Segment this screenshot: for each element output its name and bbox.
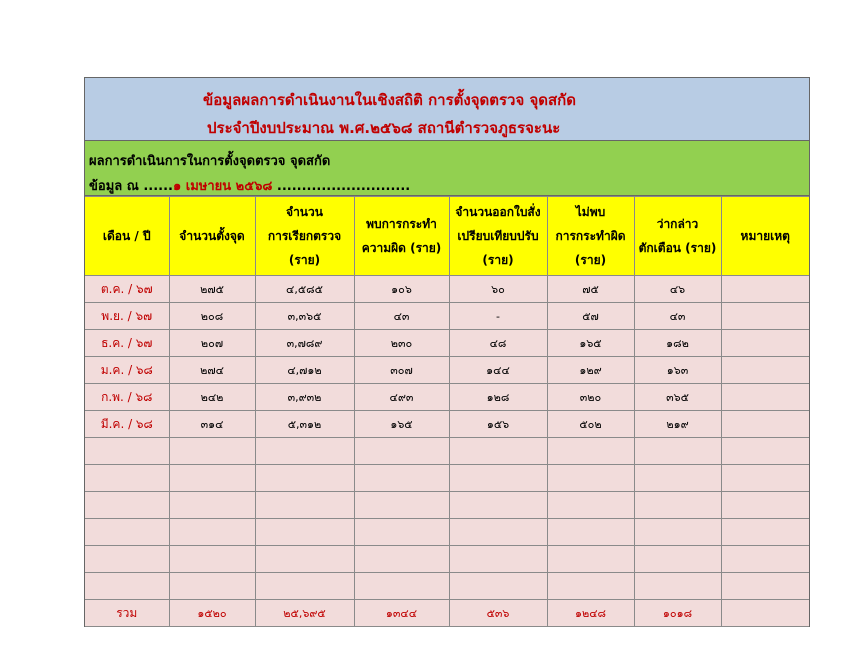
column-header bbox=[354, 197, 449, 276]
table-cell bbox=[634, 438, 721, 465]
table-cell bbox=[169, 546, 255, 573]
table-cell bbox=[721, 519, 809, 546]
report-subtitle: ประจำปีงบประมาณ พ.ศ.๒๕๖๘ สถานีตำรวจภูธรจะนะ bbox=[207, 119, 561, 137]
table-cell: ๒๕,๖๙๕ bbox=[255, 600, 354, 627]
table-row bbox=[85, 411, 809, 438]
total-label: รวม bbox=[85, 600, 169, 627]
table-row bbox=[85, 465, 809, 492]
table-cell bbox=[721, 546, 809, 573]
table-cell: ๓๑๔ bbox=[169, 411, 255, 438]
info-heading: ผลการดำเนินการในการตั้งจุดตรวจ จุดสกัด bbox=[89, 154, 331, 169]
column-header-line: จำนวนออกใบสั่ง bbox=[455, 205, 541, 219]
table-cell bbox=[547, 465, 634, 492]
table-cell: ๑๕๒๐ bbox=[169, 600, 255, 627]
table-cell: ๒๓๐ bbox=[354, 330, 449, 357]
column-header-line: ว่ากล่าว bbox=[656, 217, 699, 231]
column-header bbox=[721, 197, 809, 276]
month-cell bbox=[85, 438, 169, 465]
table-cell: ๑๕๖ bbox=[449, 411, 547, 438]
table-cell bbox=[169, 465, 255, 492]
table-cell bbox=[634, 465, 721, 492]
table-cell: ๕๐๒ bbox=[547, 411, 634, 438]
table-cell bbox=[354, 519, 449, 546]
table-cell bbox=[255, 465, 354, 492]
table-cell: ๑๐๑๘ bbox=[634, 600, 721, 627]
table-cell: ๒๗๕ bbox=[169, 276, 255, 303]
month-cell bbox=[85, 573, 169, 600]
table-cell: ๔,๗๑๒ bbox=[255, 357, 354, 384]
table-cell: ๒๗๔ bbox=[169, 357, 255, 384]
column-header bbox=[169, 197, 255, 276]
column-header bbox=[255, 197, 354, 276]
table-row bbox=[85, 276, 809, 303]
table-cell: ๑๐๖ bbox=[354, 276, 449, 303]
month-cell bbox=[85, 465, 169, 492]
table-row bbox=[85, 546, 809, 573]
table-cell bbox=[721, 357, 809, 384]
table-row bbox=[85, 330, 809, 357]
table-cell bbox=[354, 438, 449, 465]
table-cell bbox=[449, 519, 547, 546]
table-cell: ๕๓๖ bbox=[449, 600, 547, 627]
month-cell bbox=[85, 519, 169, 546]
table-cell: - bbox=[449, 303, 547, 330]
table-cell bbox=[634, 573, 721, 600]
table-cell bbox=[634, 492, 721, 519]
column-header-line: พบการกระทำ bbox=[366, 217, 437, 231]
info-date-suffix: ........................... bbox=[272, 179, 411, 194]
table-cell: ๑๖๓ bbox=[634, 357, 721, 384]
column-header bbox=[449, 197, 547, 276]
table-cell bbox=[255, 546, 354, 573]
column-header-line: การกระทำผิด bbox=[555, 229, 626, 243]
table-cell bbox=[169, 573, 255, 600]
column-header-line: ความผิด (ราย) bbox=[361, 241, 442, 255]
info-date-prefix: ข้อมูล ณ ...... bbox=[89, 179, 173, 194]
table-cell bbox=[255, 519, 354, 546]
table-cell bbox=[547, 492, 634, 519]
table-cell bbox=[721, 303, 809, 330]
table-cell bbox=[721, 411, 809, 438]
column-header-line: ตักเตือน (ราย) bbox=[638, 241, 717, 255]
table-cell bbox=[354, 492, 449, 519]
column-header-line: จำนวนตั้งจุด bbox=[179, 229, 245, 243]
table-cell: ๓,๓๖๕ bbox=[255, 303, 354, 330]
table-row bbox=[85, 303, 809, 330]
column-header-line: ไม่พบ bbox=[575, 205, 606, 219]
table-cell bbox=[169, 438, 255, 465]
table-cell: ๑๒๘ bbox=[449, 384, 547, 411]
month-cell bbox=[85, 546, 169, 573]
month-cell: ธ.ค. / ๖๗ bbox=[85, 330, 169, 357]
month-cell: มี.ค. / ๖๘ bbox=[85, 411, 169, 438]
table-cell: ๓๒๐ bbox=[547, 384, 634, 411]
month-cell: ม.ค. / ๖๘ bbox=[85, 357, 169, 384]
column-header bbox=[85, 197, 169, 276]
column-header-line: การเรียกตรวจ bbox=[267, 229, 342, 243]
table-cell: ๓,๗๘๙ bbox=[255, 330, 354, 357]
column-header bbox=[634, 197, 721, 276]
table-cell: ๑๘๒ bbox=[634, 330, 721, 357]
table-cell: ๒๔๒ bbox=[169, 384, 255, 411]
table-cell: ๔๙๓ bbox=[354, 384, 449, 411]
table-row bbox=[85, 492, 809, 519]
table-cell: ๖๐ bbox=[449, 276, 547, 303]
table-cell bbox=[449, 465, 547, 492]
table-cell: ๑๖๕ bbox=[547, 330, 634, 357]
month-cell: พ.ย. / ๖๗ bbox=[85, 303, 169, 330]
table-cell bbox=[721, 600, 809, 627]
table-cell: ๗๕ bbox=[547, 276, 634, 303]
table-cell bbox=[547, 573, 634, 600]
table-cell bbox=[255, 573, 354, 600]
table-cell: ๑๒๙ bbox=[547, 357, 634, 384]
table-cell bbox=[354, 465, 449, 492]
column-header-line: (ราย) bbox=[288, 253, 321, 267]
table-cell bbox=[547, 519, 634, 546]
column-header-line: เดือน / ปี bbox=[102, 229, 151, 243]
table-row bbox=[85, 519, 809, 546]
info-block bbox=[85, 141, 809, 196]
table-cell: ๓,๙๓๒ bbox=[255, 384, 354, 411]
table-cell bbox=[354, 546, 449, 573]
column-header-line: จำนวน bbox=[286, 205, 323, 219]
table-cell bbox=[449, 573, 547, 600]
table-cell: ๒๐๗ bbox=[169, 330, 255, 357]
table-cell: ๔๘ bbox=[449, 330, 547, 357]
table-cell: ๕๗ bbox=[547, 303, 634, 330]
table-cell: ๓๐๗ bbox=[354, 357, 449, 384]
table-cell bbox=[255, 438, 354, 465]
table-cell bbox=[634, 519, 721, 546]
table-cell bbox=[547, 438, 634, 465]
report-sheet bbox=[84, 77, 810, 627]
table-cell bbox=[169, 519, 255, 546]
report-title: ข้อมูลผลการดำเนินงานในเชิงสถิติ การตั้งจุดตรวจ จุดสกัด bbox=[203, 91, 576, 109]
column-header-line: (ราย) bbox=[574, 253, 607, 267]
table-cell: ๔๓ bbox=[634, 303, 721, 330]
table-cell bbox=[354, 573, 449, 600]
title-block bbox=[85, 78, 809, 141]
column-header bbox=[547, 197, 634, 276]
table-cell: ๑๔๔ bbox=[449, 357, 547, 384]
table-cell: ๔๖ bbox=[634, 276, 721, 303]
table-cell bbox=[449, 546, 547, 573]
info-date-line bbox=[89, 175, 410, 196]
column-header-line: หมายเหตุ bbox=[740, 229, 790, 243]
table-cell bbox=[547, 546, 634, 573]
total-row bbox=[85, 600, 809, 627]
table-cell bbox=[721, 573, 809, 600]
table-cell bbox=[634, 546, 721, 573]
table-cell: ๑๓๔๔ bbox=[354, 600, 449, 627]
table-cell: ๑๖๕ bbox=[354, 411, 449, 438]
table-cell: ๒๐๘ bbox=[169, 303, 255, 330]
table-cell: ๑๒๔๘ bbox=[547, 600, 634, 627]
month-cell bbox=[85, 492, 169, 519]
table-cell: ๔,๕๘๕ bbox=[255, 276, 354, 303]
info-date-value: ๑ เมษายน ๒๕๖๘ bbox=[172, 179, 273, 194]
table-row bbox=[85, 438, 809, 465]
table-row bbox=[85, 357, 809, 384]
table-cell bbox=[255, 492, 354, 519]
table-cell bbox=[721, 384, 809, 411]
table-cell bbox=[449, 492, 547, 519]
table-cell bbox=[169, 492, 255, 519]
table-cell: ๒๑๙ bbox=[634, 411, 721, 438]
table-cell: ๕,๓๑๒ bbox=[255, 411, 354, 438]
table-cell bbox=[721, 276, 809, 303]
table-body bbox=[85, 276, 809, 627]
table-cell: ๓๖๕ bbox=[634, 384, 721, 411]
month-cell: ก.พ. / ๖๘ bbox=[85, 384, 169, 411]
column-header-line: (ราย) bbox=[482, 253, 514, 267]
column-header-line: เปรียบเทียบปรับ bbox=[457, 229, 539, 243]
month-cell: ต.ค. / ๖๗ bbox=[85, 276, 169, 303]
table-cell: ๔๓ bbox=[354, 303, 449, 330]
table-cell bbox=[721, 492, 809, 519]
table-cell bbox=[449, 438, 547, 465]
table-cell bbox=[721, 330, 809, 357]
table-row bbox=[85, 384, 809, 411]
table-header-row bbox=[85, 197, 809, 276]
table-cell bbox=[721, 465, 809, 492]
stats-table bbox=[85, 196, 809, 627]
table-row bbox=[85, 573, 809, 600]
table-cell bbox=[721, 438, 809, 465]
